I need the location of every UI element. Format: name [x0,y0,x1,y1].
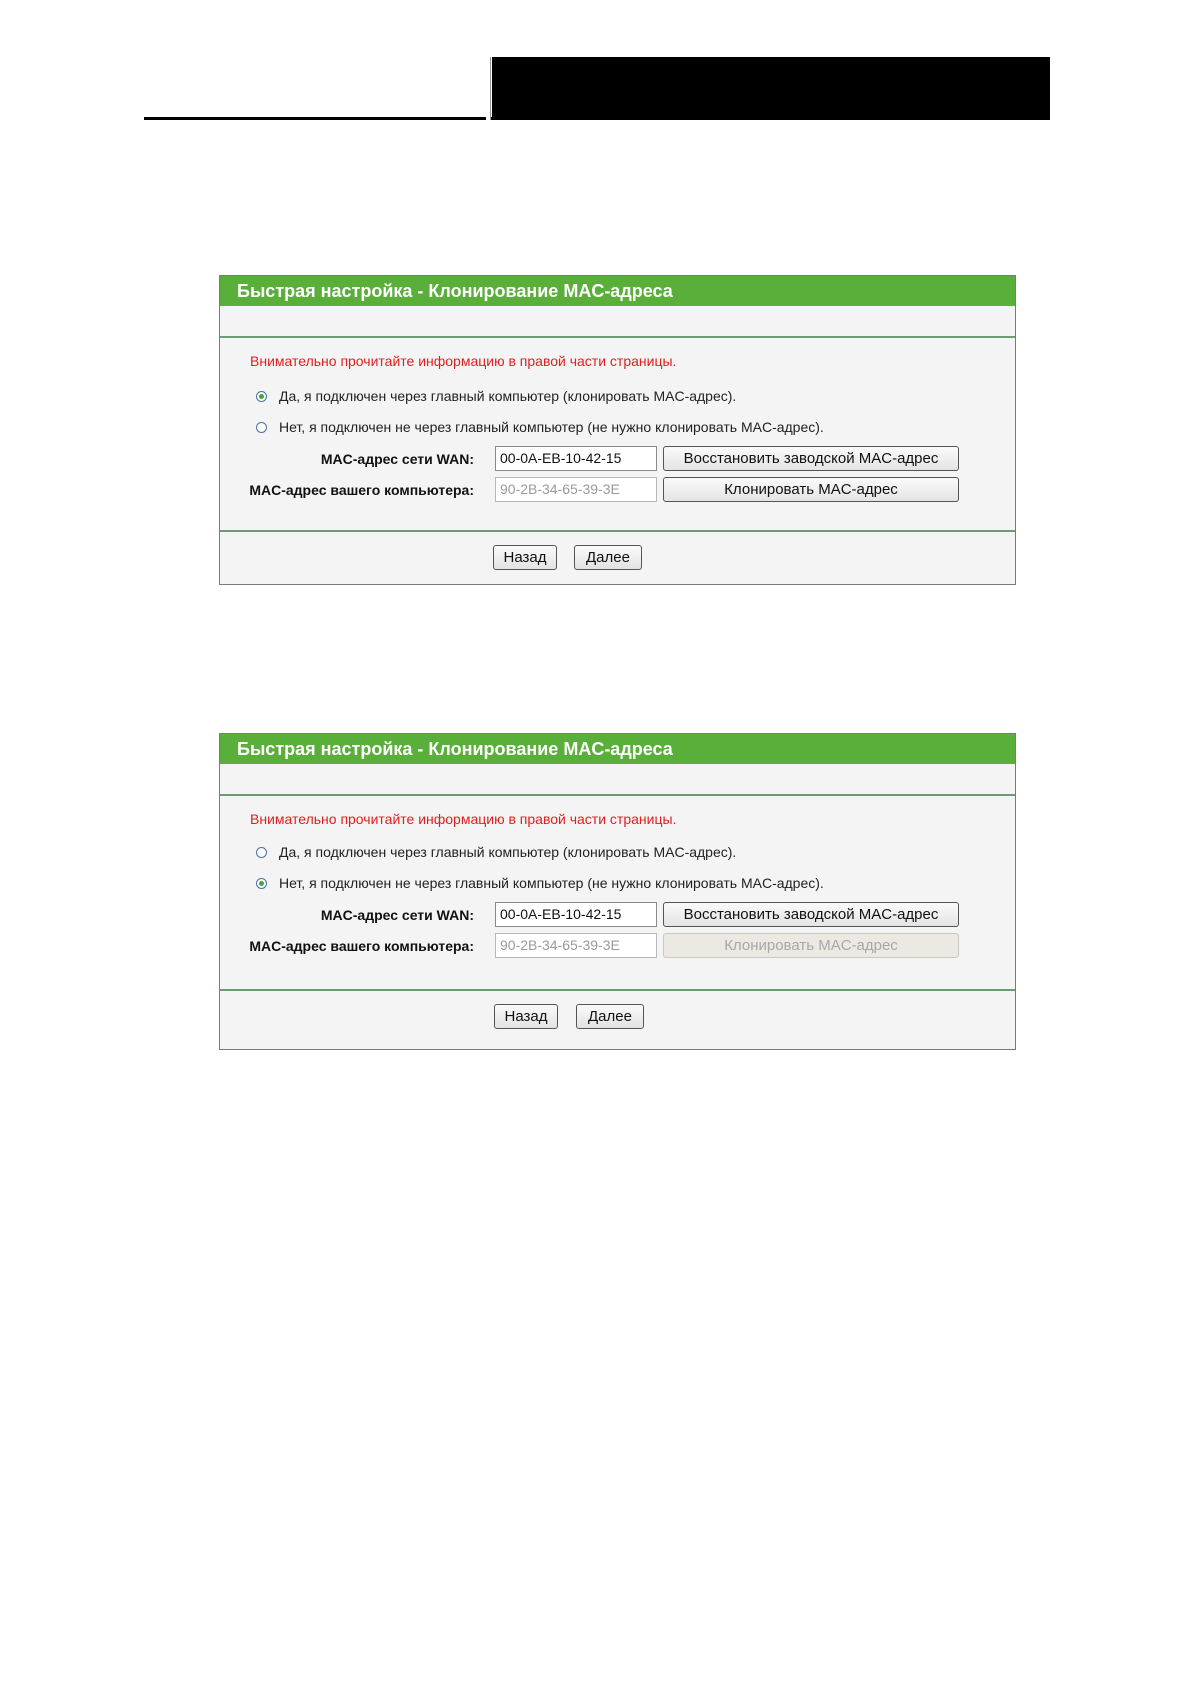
wan-mac-input[interactable]: 00-0A-EB-10-42-15 [495,446,657,471]
next-button[interactable]: Далее [574,545,642,570]
radio-yes-row[interactable] [256,388,736,404]
panel-body [220,796,1015,991]
pc-mac-input: 90-2B-34-65-39-3E [495,477,657,502]
clone-mac-button: Клонировать MAC-адрес [663,933,959,958]
radio-no-button[interactable] [256,878,267,889]
radio-no-button[interactable] [256,422,267,433]
warning-text: Внимательно прочитайте информацию в правой части страницы. [250,811,677,827]
pc-mac-label: MAC-адрес вашего компьютера: [249,938,474,954]
next-button[interactable]: Далее [576,1004,644,1029]
radio-yes-label: Да, я подключен через главный компьютер (клонировать MAC-адрес). [279,388,737,404]
panel-footer [220,991,1015,1043]
radio-yes-label: Да, я подключен через главный компьютер (клонировать MAC-адрес). [279,844,737,860]
panel-body [220,338,1015,532]
wan-mac-label: MAC-адрес сети WAN: [320,451,474,467]
radio-yes-button[interactable] [256,847,267,858]
back-button[interactable]: Назад [493,545,557,570]
pc-mac-input: 90-2B-34-65-39-3E [495,933,657,958]
mac-clone-panel-1 [219,275,1016,585]
header-black-block [492,57,1050,120]
radio-no-label: Нет, я подключен не через главный компьютер (не нужно клонировать MAC-адрес). [279,875,824,891]
restore-factory-mac-button[interactable]: Восстановить заводской MAC-адрес [663,446,959,471]
back-button[interactable]: Назад [494,1004,558,1029]
panel-footer [220,532,1015,584]
header-gap [486,57,491,120]
warning-text: Внимательно прочитайте информацию в правой части страницы. [250,353,677,369]
wan-mac-label: MAC-адрес сети WAN: [320,907,474,923]
panel-title: Быстрая настройка - Клонирование MAC-адреса [220,276,1015,306]
radio-no-row[interactable] [256,419,824,435]
radio-yes-row[interactable] [256,844,736,860]
radio-no-row[interactable] [256,875,824,891]
pc-mac-label: MAC-адрес вашего компьютера: [249,482,474,498]
mac-clone-panel-2 [219,733,1016,1050]
restore-factory-mac-button[interactable]: Восстановить заводской MAC-адрес [663,902,959,927]
panel-spacer [220,764,1015,796]
radio-no-label: Нет, я подключен не через главный компьютер (не нужно клонировать MAC-адрес). [279,419,824,435]
wan-mac-input[interactable]: 00-0A-EB-10-42-15 [495,902,657,927]
panel-spacer [220,306,1015,338]
radio-yes-button[interactable] [256,391,267,402]
panel-title: Быстрая настройка - Клонирование MAC-адреса [220,734,1015,764]
clone-mac-button[interactable]: Клонировать MAC-адрес [663,477,959,502]
